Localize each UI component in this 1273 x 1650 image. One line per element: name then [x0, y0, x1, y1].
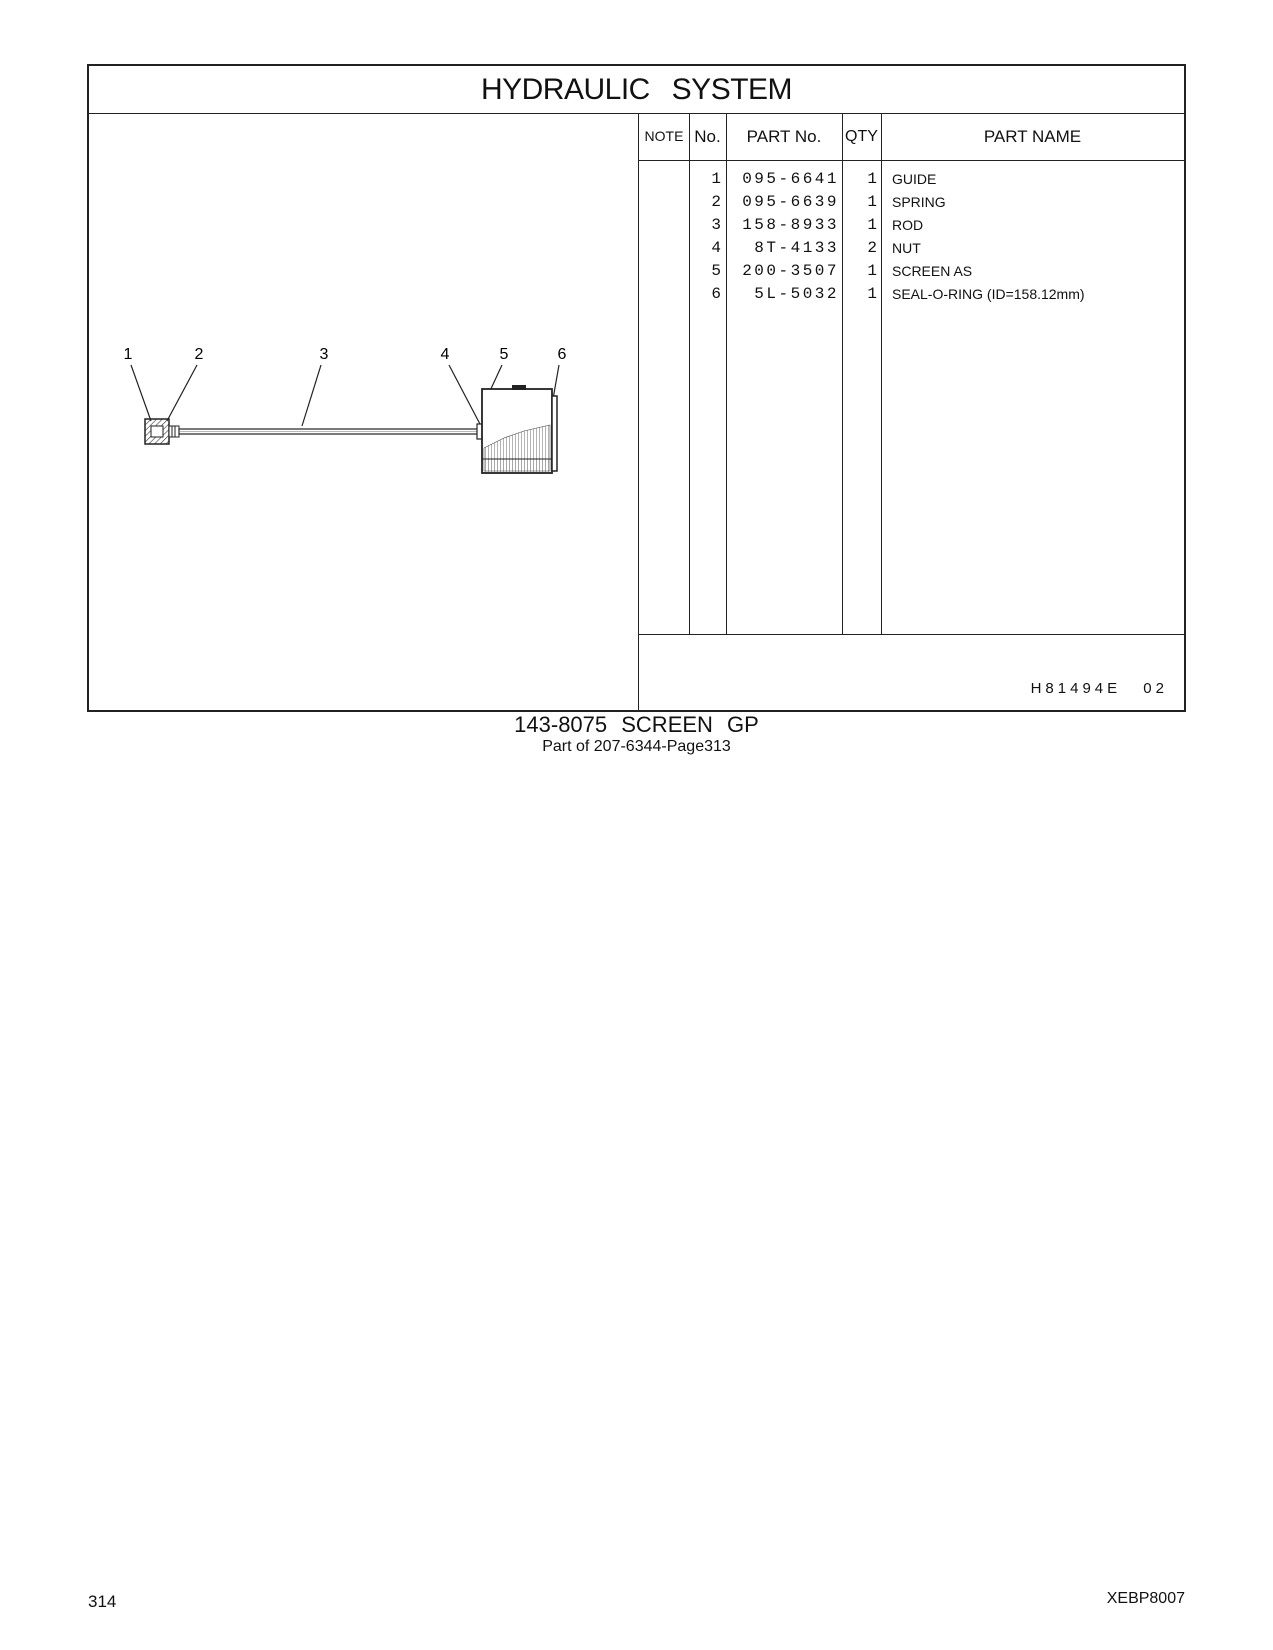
section-title: HYDRAULIC SYSTEM [89, 66, 1184, 114]
seal-o-ring-part [552, 396, 557, 471]
header-part-no: PART No. [746, 127, 822, 146]
rod-part [179, 429, 479, 434]
parts-list [639, 113, 1184, 710]
callout-1: 1 [123, 346, 133, 363]
table-row: 5 200-3507 1 SCREEN AS [711, 262, 973, 280]
table-row: 4 8T-4133 2 NUT [711, 239, 921, 257]
document-code: XEBP8007 [1106, 1590, 1185, 1607]
header-no: No. [694, 127, 721, 146]
callout-6: 6 [557, 346, 567, 363]
callout-4: 4 [440, 346, 450, 363]
header-qty: QTY [845, 128, 878, 145]
screen-group-illustration [89, 113, 638, 713]
header-part-name: PART NAME [983, 127, 1082, 146]
illustration-panel [89, 113, 639, 710]
parts-frame [87, 64, 1186, 712]
table-row: 3 158-8933 1 ROD [711, 216, 924, 234]
screen-assembly-part [482, 385, 552, 473]
group-subtitle: Part of 207-6344-Page313 [542, 738, 731, 755]
spring-part [169, 426, 179, 437]
page-number: 314 [88, 1592, 117, 1611]
guide-part [145, 419, 169, 444]
table-row: 1 095-6641 1 GUIDE [711, 170, 937, 188]
callout-5: 5 [499, 346, 509, 363]
header-note: NOTE [644, 128, 684, 144]
reference-code: H81494E 02 [1030, 680, 1168, 697]
callout-3: 3 [319, 346, 329, 363]
parts-rows [639, 168, 1184, 306]
table-row: 6 5L-5032 1 SEAL-O-RING (ID=158.12mm) [711, 285, 1085, 303]
callout-2: 2 [194, 346, 204, 363]
group-title: 143-8075 SCREEN GP [514, 712, 759, 737]
table-row: 2 095-6639 1 SPRING [711, 193, 946, 211]
